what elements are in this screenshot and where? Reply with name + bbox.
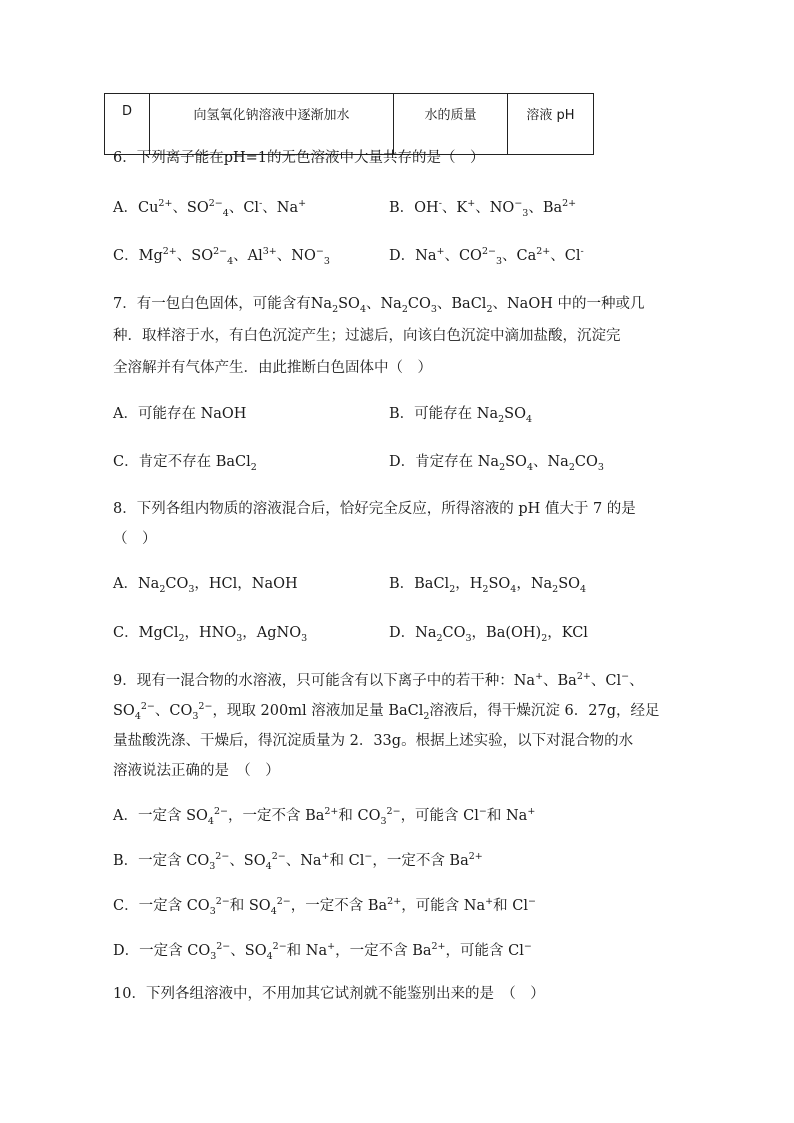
q9-stem-line2: $SO_4^{2-}$、$CO_3^{2-}$，现取 200ml 溶液加足量 BaCl$_2$溶液后，得干燥沉淀 6．27g，经足 [113,701,660,722]
q9-option-d: D．一定含 $CO_3^{2-}$、$SO_4^{2-}$和 Na+，一定不含 $Ba^{2+}$，可能含 Cl− [113,941,532,962]
q9-stem-line3: 量盐酸洗涤、干燥后，得沉淀质量为 2．33g。根据上述实验，以下对混合物的水 [113,733,634,749]
q9-stem-line4: 溶液说法正确的是 （ ） [113,763,280,779]
q8-option-d: D．$Na_2CO_3$，$Ba(OH)_2$，KCl [389,625,588,644]
q6-option-c: C．$Mg^{2+}$、$SO^{2-}_4$、$Al^{3+}$、$NO^-_3$ [113,246,330,267]
table-cell-operation: 向氢氧化钠溶液中逐渐加水 [150,94,394,155]
q7-option-a: A．可能存在 NaOH [113,406,247,422]
q8-stem-line2: （ ） [113,531,157,547]
q7-option-b: B．可能存在 $Na_2SO_4$ [389,406,533,425]
q8-option-a: A．$Na_2CO_3$，HCl，NaOH [113,576,298,595]
q8-option-c: C．MgCl$_2$，$HNO_3$，AgNO$_3$ [113,625,308,644]
q9-option-a: A．一定含 $SO_4^{2-}$，一定不含 $Ba^{2+}$和 $CO_3^{2-}$，可能含 Cl−和 Na+ [113,806,536,827]
q8-stem-line1: 8．下列各组内物质的溶液混合后，恰好完全反应，所得溶液的 pH 值大于 7 的是 [113,501,636,517]
table-cell-x: 水的质量 [394,94,508,155]
table-cell-y: 溶液 pH [508,94,594,155]
q9-option-c: C．一定含 $CO_3^{2-}$和 $SO_4^{2-}$，一定不含 $Ba^{2+}$，可能含 Na+和 Cl− [113,896,536,917]
table-cell-option: D [105,94,150,155]
q10-stem: 10．下列各组溶液中，不用加其它试剂就不能鉴别出来的是 （ ） [113,986,545,1002]
q8-option-b: B．BaCl$_2$，$H_2SO_4$，$Na_2SO_4$ [389,576,587,595]
q7-option-d: D．肯定存在 $Na_2SO_4$、$Na_2CO_3$ [389,454,604,473]
q6-option-d: D．Na+、$CO^{2-}_3$、$Ca^{2+}$、Cl- [389,246,584,267]
q6-stem: 6．下列离子能在pH=1的无色溶液中大量共存的是（ ） [113,150,485,166]
q7-stem-line1: 7．有一包白色固体，可能含有$Na_2SO_4$、$Na_2CO_3$、BaCl$_2$、NaOH 中的一种或几 [113,296,645,315]
q7-stem-line2: 种．取样溶于水，有白色沉淀产生；过滤后，向该白色沉淀中滴加盐酸，沉淀完 [113,328,621,344]
q6-option-b: B．OH-、K+、$NO^-_3$、$Ba^{2+}$ [389,198,577,219]
q7-option-c: C．肯定不存在 BaCl$_2$ [113,454,257,473]
q9-option-b: B．一定含 $CO_3^{2-}$、$SO_4^{2-}$、Na+和 Cl−，一定不含 $Ba^{2+}$ [113,851,483,872]
q9-stem-line1: 9．现有一混合物的水溶液，只可能含有以下离子中的若干种：Na+、$Ba^{2+}$、Cl−、 [113,671,644,689]
q7-stem-line3: 全溶解并有气体产生．由此推断白色固体中（ ） [113,360,432,376]
q6-option-a: A．$Cu^{2+}$、$SO^{2-}_4$、Cl-、Na+ [113,198,307,219]
